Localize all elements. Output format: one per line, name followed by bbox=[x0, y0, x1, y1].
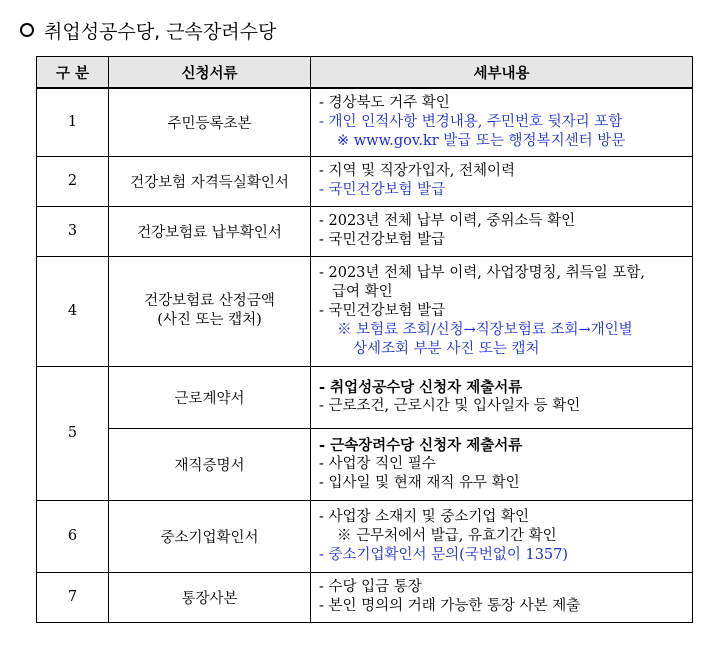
document-name: 통장사본 bbox=[109, 572, 311, 622]
document-name-line: 건강보험료 산정금액 bbox=[144, 293, 275, 309]
table-row bbox=[37, 206, 693, 256]
section-title-text: 취업성공수당, 근속장려수당 bbox=[44, 20, 277, 43]
detail-cell bbox=[311, 500, 693, 572]
row-number: 5 bbox=[37, 366, 109, 500]
detail-line: - 중소기업확인서 문의(국번없이 1357) bbox=[319, 546, 569, 563]
row-number: 2 bbox=[37, 156, 109, 206]
row-number: 6 bbox=[37, 500, 109, 572]
document-name: 건강보험 자격득실확인서 bbox=[109, 156, 311, 206]
detail-line: - 경상북도 거주 확인 bbox=[319, 94, 450, 111]
detail-note: ※ 보험료 조회/신청→직장보험료 조회→개인별 bbox=[337, 321, 633, 338]
detail-line: - 국민건강보험 발급 bbox=[319, 302, 446, 319]
table-row bbox=[37, 156, 693, 206]
circle-bullet-icon bbox=[20, 23, 34, 37]
detail-line: - 2023년 전체 납부 이력, 중위소득 확인 bbox=[319, 213, 576, 229]
detail-cell bbox=[311, 428, 693, 500]
detail-line: - 입사일 및 현재 재직 유무 확인 bbox=[319, 474, 520, 491]
header-no: 구 분 bbox=[37, 57, 109, 89]
detail-line: - 지역 및 직장가입자, 전체이력 bbox=[319, 163, 516, 179]
detail-cell bbox=[311, 572, 693, 622]
header-doc: 신청서류 bbox=[109, 57, 311, 89]
document-name: 중소기업확인서 bbox=[109, 500, 311, 572]
table-row bbox=[37, 366, 693, 428]
row-number: 1 bbox=[37, 88, 109, 156]
detail-cell bbox=[311, 206, 693, 256]
detail-line: - 개인 인적사항 변경내용, 주민번호 뒷자리 포함 bbox=[319, 113, 623, 130]
detail-line: - 근로조건, 근로시간 및 입사일자 등 확인 bbox=[319, 398, 581, 414]
table-row bbox=[37, 428, 693, 500]
document-name: 주민등록초본 bbox=[109, 88, 311, 156]
detail-line: - 본인 명의의 거래 가능한 통장 사본 제출 bbox=[319, 598, 581, 614]
detail-cell bbox=[311, 88, 693, 156]
detail-line: 급여 확인 bbox=[332, 283, 393, 300]
table-row bbox=[37, 572, 693, 622]
documents-table bbox=[36, 56, 693, 623]
detail-note: 상세조회 부분 사진 또는 캡처 bbox=[353, 340, 540, 357]
detail-line: - 취업성공수당 신청자 제출서류 bbox=[319, 379, 523, 396]
document-name-line: (사진 또는 캡처) bbox=[157, 312, 262, 328]
detail-note: ※ 근무처에서 발급, 유효기간 확인 bbox=[337, 527, 557, 544]
detail-line: - 사업장 소재지 및 중소기업 확인 bbox=[319, 508, 530, 525]
table-row bbox=[37, 500, 693, 572]
detail-line: - 국민건강보험 발급 bbox=[319, 182, 446, 198]
row-number: 7 bbox=[37, 572, 109, 622]
document-name: 근로계약서 bbox=[109, 366, 311, 428]
document-name: 재직증명서 bbox=[109, 428, 311, 500]
header-detail: 세부내용 bbox=[311, 57, 693, 89]
detail-line: - 국민건강보험 발급 bbox=[319, 232, 446, 248]
table-row bbox=[37, 256, 693, 366]
table-header-row bbox=[37, 57, 693, 89]
row-number: 3 bbox=[37, 206, 109, 256]
section-title bbox=[20, 14, 276, 46]
detail-line: - 2023년 전체 납부 이력, 사업장명칭, 취득일 포함, bbox=[319, 264, 646, 281]
detail-cell bbox=[311, 366, 693, 428]
detail-cell bbox=[311, 156, 693, 206]
detail-note: ※ www.gov.kr 발급 또는 행정복지센터 방문 bbox=[337, 132, 626, 149]
row-number: 4 bbox=[37, 256, 109, 366]
detail-line: - 수당 입금 통장 bbox=[319, 579, 422, 595]
document-name bbox=[109, 256, 311, 366]
table-row bbox=[37, 88, 693, 156]
detail-line: - 사업장 직인 필수 bbox=[319, 455, 436, 472]
detail-line: - 근속장려수당 신청자 제출서류 bbox=[319, 436, 523, 454]
detail-cell bbox=[311, 256, 693, 366]
document-name: 건강보험료 납부확인서 bbox=[109, 206, 311, 256]
